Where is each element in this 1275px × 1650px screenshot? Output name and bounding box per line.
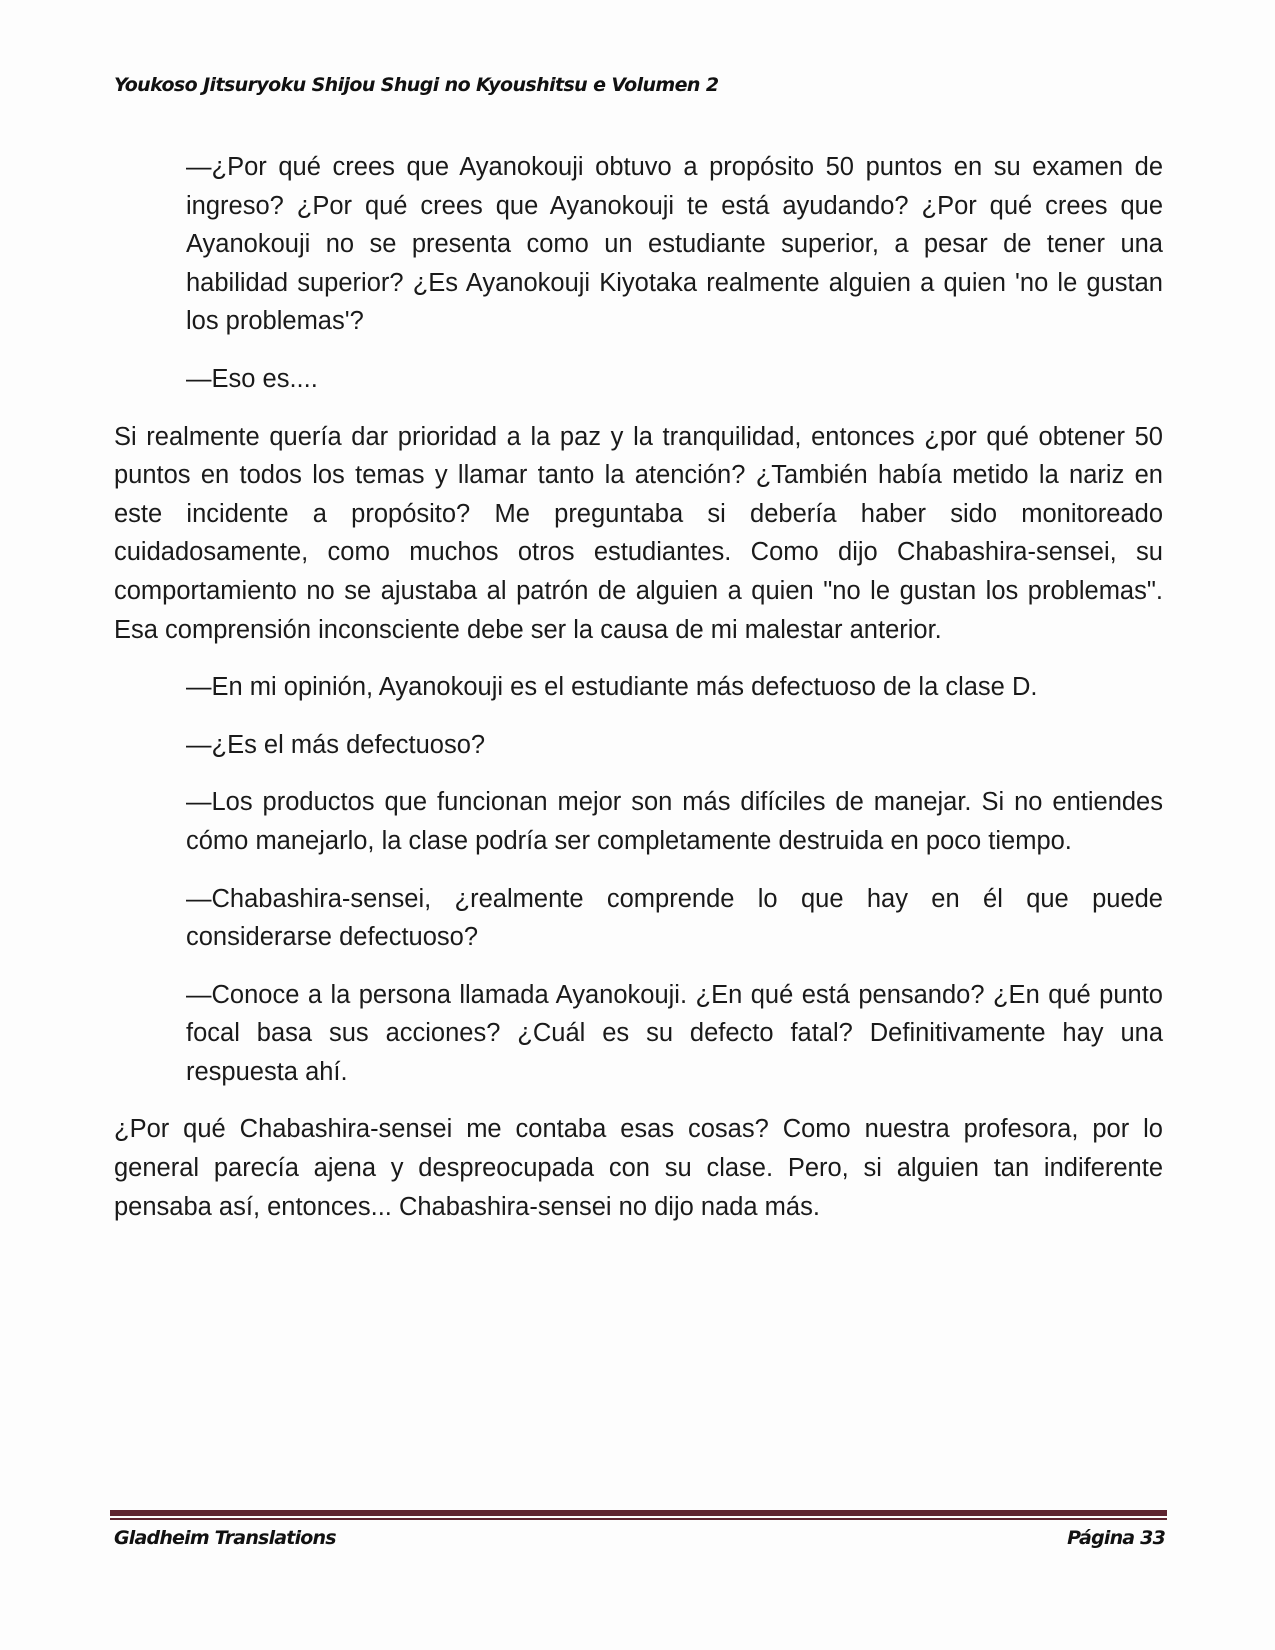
footer-rule [110,1510,1167,1516]
paragraph: —¿Es el más defectuoso? [186,730,486,759]
page-number: Página 33 [1067,1527,1165,1549]
paragraph: —Eso es.... [186,364,318,393]
footer-credit: Gladheim Translations [114,1527,336,1549]
paragraph: —Conoce a la persona llamada Ayanokouji. ¿En qué está pensando? ¿En qué punto focal basa sus acciones? ¿Cuál es su defecto fatal? Definitivamente hay una respuesta ahí. [186,980,1163,1086]
paragraph: —Chabashira-sensei, ¿realmente comprende lo que hay en él que puede considerarse defectuoso? [186,884,1163,952]
paragraph: Si realmente quería dar prioridad a la paz y la tranquilidad, entonces ¿por qué obtener 50 puntos en todos los temas y llamar tanto la atención? ¿También había metido la nariz en este incidente a propósito? Me preguntaba si debería haber sido monitoreado cuidadosamente, como muchos otros estudiantes. Como dijo Chabashira-sensei, su comportamiento no se ajustaba al patrón de alguien a quien "no le gustan los problemas". Esa comprensión inconsciente debe ser la causa de mi malestar anterior. [114,422,1163,644]
footer-rule-thin [110,1518,1167,1520]
paragraph: ¿Por qué Chabashira-sensei me contaba esas cosas? Como nuestra profesora, por lo general parecía ajena y despreocupada con su clase. Pero, si alguien tan indiferente pensaba así, entonces... Chabashira-sensei no dijo nada más. [114,1115,1163,1221]
running-header: Youkoso Jitsuryoku Shijou Shugi no Kyoushitsu e Volumen 2 [114,74,719,96]
page-body [114,148,1163,1245]
paragraph: —Los productos que funcionan mejor son más difíciles de manejar. Si no entiendes cómo manejarlo, la clase podría ser completamente destruida en poco tiempo. [186,788,1163,855]
paragraph: —¿Por qué crees que Ayanokouji obtuvo a propósito 50 puntos en su examen de ingreso? ¿Por qué crees que Ayanokouji te está ayudando? ¿Por qué crees que Ayanokouji no se presenta como un estudiante superior, a pesar de tener una habilidad superior? ¿Es Ayanokouji Kiyotaka realmente alguien a quien 'no le gustan los problemas'? [186,153,1163,336]
paragraph: —En mi opinión, Ayanokouji es el estudiante más defectuoso de la clase D. [186,673,1038,702]
